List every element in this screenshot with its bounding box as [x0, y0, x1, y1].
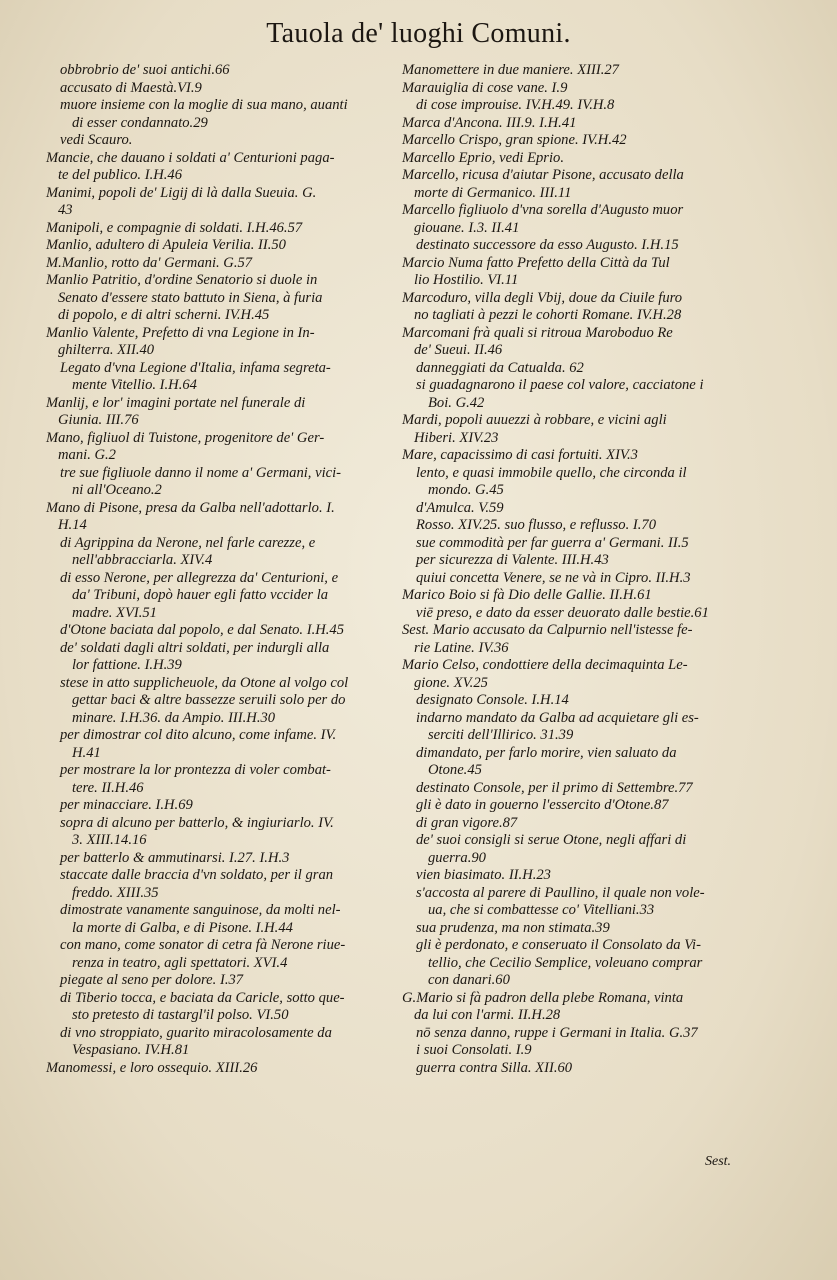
index-entry — [46, 62, 392, 80]
entry-continuation-line: madre. XVI.51 — [72, 604, 157, 621]
index-entry — [402, 552, 752, 570]
index-entry — [402, 290, 752, 325]
index-entry — [402, 570, 752, 588]
entry-line: indarno mandato da Galba ad acquietare gli es- — [416, 709, 699, 726]
entry-line: piegate al seno per dolore. I.37 — [60, 972, 244, 988]
index-entry — [402, 780, 752, 798]
entry-line: guerra contra Silla. XII.60 — [416, 1059, 573, 1076]
index-entry — [402, 360, 752, 378]
index-entry — [402, 920, 752, 938]
entry-line: de' soldati dagli altri soldati, per indurgli alla — [60, 639, 330, 656]
index-entry — [402, 132, 752, 150]
entry-line: destinato Console, per il primo di Settembre.77 — [416, 779, 693, 796]
entry-line: Marcomani frà quali si ritroua Maroboduo Re — [402, 324, 673, 341]
entry-line: di Tiberio tocca, e baciata da Caricle, sotto que- — [60, 989, 345, 1006]
index-entry — [46, 622, 392, 640]
entry-line: stese in atto supplicheuole, da Otone al volgo col — [60, 674, 349, 691]
index-entry — [402, 937, 752, 990]
index-entry — [46, 237, 392, 255]
index-entry — [402, 447, 752, 465]
index-entry — [402, 1025, 752, 1043]
index-entry — [402, 710, 752, 745]
entry-line: G.Mario si fà padron della plebe Romana, vinta — [402, 989, 684, 1006]
entry-line: di cose improuise. IV.H.49. IV.H.8 — [416, 97, 615, 113]
entry-continuation-line: 43 — [58, 202, 73, 218]
entry-line: Mare, capacissimo di casi fortuiti. XIV.3 — [402, 447, 638, 463]
index-entry — [46, 395, 392, 430]
entry-continuation-line: mani. G.2 — [58, 447, 116, 463]
index-entry — [402, 237, 752, 255]
entry-continuation-line: de' Sueui. II.46 — [414, 342, 503, 358]
entry-continuation-line: sto pretesto di tastargl'il polso. VI.50 — [72, 1007, 289, 1023]
entry-line: quiui concetta Venere, se ne và in Cipro. II.H.3 — [416, 569, 691, 586]
entry-continuation-line: mente Vitellio. I.H.64 — [72, 377, 197, 393]
entry-line: muore insieme con la moglie di sua mano, auanti — [60, 97, 348, 113]
entry-line: Marcio Numa fatto Prefetto della Città da Tul — [402, 254, 670, 271]
index-entry — [46, 1025, 392, 1060]
entry-line: si guadagnarono il paese col valore, cacciatone i — [416, 377, 704, 393]
entry-line: per batterlo & ammutinarsi. I.27. I.H.3 — [60, 849, 290, 866]
index-entry — [402, 745, 752, 780]
index-entry — [46, 972, 392, 990]
index-entry — [402, 622, 752, 657]
entry-continuation-line: la morte di Galba, e di Pisone. I.H.44 — [72, 919, 293, 936]
entry-line: Manlio Patritio, d'ordine Senatorio si duole in — [46, 272, 318, 288]
index-entry — [402, 1060, 752, 1078]
index-entry — [402, 97, 752, 115]
index-entry — [402, 255, 752, 290]
index-entry — [46, 80, 392, 98]
entry-line: Manomessi, e loro ossequio. XIII.26 — [46, 1059, 258, 1076]
entry-line: Marcello Crispo, gran spione. IV.H.42 — [402, 132, 627, 148]
entry-line: gli è perdonato, e conseruato il Consolato da Vi- — [416, 937, 701, 953]
index-entry — [46, 325, 392, 360]
entry-line: Mardi, popoli auuezzi à robbare, e vicini agli — [402, 412, 667, 428]
entry-continuation-line: tellio, che Cecilio Semplice, voleuano comprar — [428, 954, 703, 971]
entry-line: Rosso. XIV.25. suo flusso, e reflusso. I.70 — [416, 517, 656, 533]
entry-line: vedi Scauro. — [60, 132, 133, 148]
entry-line: di vno stroppiato, guarito miracolosamente da — [60, 1024, 332, 1041]
entry-continuation-line: di esser condannato.29 — [72, 114, 208, 131]
entry-line: gli è dato in gouerno l'essercito d'Otone.87 — [416, 797, 669, 813]
entry-continuation-line: rie Latine. IV.36 — [414, 639, 509, 656]
entry-line: dimostrate vanamente sanguinose, da molti nel- — [60, 902, 341, 918]
index-entry — [46, 867, 392, 902]
index-entry — [402, 885, 752, 920]
index-entry — [46, 675, 392, 728]
index-entry — [46, 535, 392, 570]
entry-line: s'accosta al parere di Paullino, il quale non vole- — [416, 884, 705, 901]
entry-continuation-line: H.41 — [72, 744, 101, 761]
index-entry — [402, 657, 752, 692]
index-entry — [402, 587, 752, 605]
entry-line: Marca d'Ancona. III.9. I.H.41 — [402, 114, 577, 131]
index-entry — [46, 255, 392, 273]
entry-line: Mano di Pisone, presa da Galba nell'adottarlo. I. — [46, 499, 335, 516]
entry-continuation-line: lio Hostilio. VI.11 — [414, 272, 519, 288]
index-column-left — [46, 62, 392, 1077]
entry-line: per minacciare. I.H.69 — [60, 797, 193, 813]
index-entry — [46, 640, 392, 675]
entry-line: Marcello figliuolo d'vna sorella d'Augusto muor — [402, 202, 684, 218]
entry-line: nō senza danno, ruppe i Germani in Italia. G.37 — [416, 1024, 698, 1041]
entry-line: per dimostrar col dito alcuno, come infame. IV. — [60, 727, 337, 743]
entry-line: di esso Nerone, per allegrezza da' Centurioni, e — [60, 569, 339, 586]
index-entry — [402, 1042, 752, 1060]
entry-continuation-line: tere. II.H.46 — [72, 779, 144, 796]
entry-line: dimandato, per farlo morire, vien saluato da — [416, 744, 677, 761]
entry-line: per sicurezza di Valente. III.H.43 — [416, 552, 609, 568]
entry-continuation-line: Hiberi. XIV.23 — [414, 429, 499, 446]
entry-line: Manlio Valente, Prefetto di vna Legione in In- — [46, 324, 315, 341]
index-entry — [402, 412, 752, 447]
entry-continuation-line: ghilterra. XII.40 — [58, 342, 155, 358]
index-entry — [402, 377, 752, 412]
index-entry — [402, 867, 752, 885]
entry-line: Manomettere in due maniere. XIII.27 — [402, 62, 619, 78]
index-entry — [46, 902, 392, 937]
entry-line: accusato di Maestà.VI.9 — [60, 79, 202, 96]
entry-continuation-line: Vespasiano. IV.H.81 — [72, 1042, 190, 1058]
entry-line: designato Console. I.H.14 — [416, 692, 569, 708]
index-entry — [46, 762, 392, 797]
index-entry — [402, 150, 752, 168]
entry-continuation-line: lor fattione. I.H.39 — [72, 657, 182, 673]
index-entry — [46, 570, 392, 623]
index-entry — [46, 132, 392, 150]
entry-line: di Agrippina da Nerone, nel farle carezze, e — [60, 534, 316, 551]
entry-line: sue commodità per far guerra a' Germani. II.5 — [416, 534, 689, 551]
entry-continuation-line: no tagliati à pezzi le cohorti Romane. IV.H.28 — [414, 307, 682, 323]
entry-line: Manipoli, e compagnie di soldati. I.H.46.57 — [46, 219, 303, 236]
entry-line: Mano, figliuol di Tuistone, progenitore de' Ger- — [46, 429, 325, 446]
index-entry — [402, 80, 752, 98]
entry-continuation-line: Boi. G.42 — [428, 394, 485, 411]
index-entry — [402, 115, 752, 133]
entry-continuation-line: freddo. XIII.35 — [72, 884, 159, 901]
entry-continuation-line: Senato d'essere stato battuto in Siena, à furia — [58, 289, 323, 306]
entry-line: Manimi, popoli de' Ligij di là dalla Sueuia. G. — [46, 184, 317, 201]
entry-line: M.Manlio, rotto da' Germani. G.57 — [46, 254, 253, 271]
entry-line: d'Amulca. V.59 — [416, 499, 504, 516]
index-entry — [402, 797, 752, 815]
entry-continuation-line: Otone.45 — [428, 762, 482, 778]
index-entry — [402, 500, 752, 518]
entry-line: de' suoi consigli si serue Otone, negli affari di — [416, 832, 687, 848]
index-entry — [402, 605, 752, 623]
index-entry — [46, 430, 392, 465]
entry-continuation-line: ni all'Oceano.2 — [72, 482, 162, 498]
index-entry — [46, 850, 392, 868]
entry-continuation-line: serciti dell'Illirico. 31.39 — [428, 727, 574, 743]
index-entry — [402, 62, 752, 80]
entry-line: Marcello, ricusa d'aiutar Pisone, accusato della — [402, 167, 684, 183]
entry-line: i suoi Consolati. I.9 — [416, 1042, 532, 1058]
entry-line: Marcoduro, villa degli Vbij, doue da Ciuile furo — [402, 289, 683, 306]
index-entry — [46, 220, 392, 238]
entry-continuation-line: 3. XIII.14.16 — [72, 832, 147, 848]
entry-line: viē preso, e dato da esser deuorato dalle bestie.61 — [416, 604, 709, 621]
index-entry — [402, 692, 752, 710]
entry-line: sua prudenza, ma non stimata.39 — [416, 919, 610, 936]
index-entry — [46, 185, 392, 220]
entry-line: danneggiati da Catualda. 62 — [416, 359, 584, 376]
entry-line: Marauiglia di cose vane. I.9 — [402, 79, 568, 96]
entry-line: Marico Boio si fà Dio delle Gallie. II.H.61 — [402, 587, 652, 603]
entry-continuation-line: da lui con l'armi. II.H.28 — [414, 1007, 561, 1023]
entry-continuation-line: guerra.90 — [428, 849, 486, 866]
entry-continuation-line: di popolo, e di altri scherni. IV.H.45 — [58, 307, 270, 323]
index-entry — [402, 990, 752, 1025]
entry-continuation-line: gione. XV.25 — [414, 674, 488, 691]
index-entry — [46, 465, 392, 500]
entry-continuation-line: te del publico. I.H.46 — [58, 167, 183, 183]
entry-line: vien biasimato. II.H.23 — [416, 867, 551, 883]
index-entry — [402, 167, 752, 202]
entry-continuation-line: da' Tribuni, dopò hauer egli fatto vccider la — [72, 587, 329, 603]
entry-line: obbrobrio de' suoi antichi.66 — [60, 62, 230, 78]
entry-continuation-line: con danari.60 — [428, 972, 510, 988]
entry-line: staccate dalle braccia d'vn soldato, per il gran — [60, 867, 334, 883]
entry-line: Mancie, che dauano i soldati a' Centurioni paga- — [46, 149, 335, 166]
entry-line: con mano, come sonator di cetra fà Nerone riue- — [60, 937, 346, 953]
index-entry — [402, 535, 752, 553]
entry-continuation-line: renza in teatro, agli spettatori. XVI.4 — [72, 954, 288, 971]
entry-line: Sest. Mario accusato da Calpurnio nell'istesse fe- — [402, 622, 693, 638]
index-entry — [46, 360, 392, 395]
catchword: Sest. — [705, 1154, 732, 1169]
entry-continuation-line: gettar baci & altre bassezze seruili solo per do — [72, 692, 346, 708]
entry-continuation-line: mondo. G.45 — [428, 482, 504, 498]
entry-continuation-line: morte di Germanico. III.11 — [414, 184, 572, 201]
entry-line: Mario Celso, condottiere della decimaquinta Le- — [402, 657, 688, 673]
entry-line: destinato successore da esso Augusto. I.H.15 — [416, 237, 679, 253]
index-entry — [46, 97, 392, 132]
index-entry — [46, 150, 392, 185]
index-entry — [402, 517, 752, 535]
entry-line: Manlio, adultero di Apuleia Verilia. II.50 — [46, 237, 286, 253]
entry-continuation-line: giouane. I.3. II.41 — [414, 219, 520, 236]
index-column-right — [402, 62, 752, 1077]
index-entry — [402, 832, 752, 867]
entry-line: Legato d'vna Legione d'Italia, infama segreta- — [60, 359, 331, 376]
entry-line: di gran vigore.87 — [416, 814, 518, 831]
page-title: Tauola de' luoghi Comuni. — [266, 18, 571, 49]
index-entry — [46, 990, 392, 1025]
entry-continuation-line: Giunia. III.76 — [58, 412, 139, 428]
entry-line: tre sue figliuole danno il nome a' Germani, vici- — [60, 464, 342, 481]
index-entry — [46, 815, 392, 850]
entry-line: d'Otone baciata dal popolo, e dal Senato. I.H.45 — [60, 622, 345, 638]
index-entry — [46, 937, 392, 972]
index-entry — [46, 1060, 392, 1078]
entry-line: sopra di alcuno per batterlo, & ingiuriarlo. IV. — [60, 814, 334, 831]
index-entry — [46, 500, 392, 535]
index-entry — [402, 202, 752, 237]
index-entry — [46, 272, 392, 325]
index-entry — [402, 465, 752, 500]
entry-continuation-line: minare. I.H.36. da Ampio. III.H.30 — [72, 709, 276, 726]
index-entry — [402, 815, 752, 833]
entry-continuation-line: nell'abbracciarla. XIV.4 — [72, 552, 213, 568]
entry-line: per mostrare la lor prontezza di voler combat- — [60, 762, 331, 778]
entry-line: lento, e quasi immobile quello, che circonda il — [416, 464, 687, 481]
entry-continuation-line: ua, che si combattesse co' Vitelliani.33 — [428, 902, 655, 918]
entry-continuation-line: H.14 — [58, 517, 87, 533]
entry-line: Manlij, e lor' imagini portate nel funerale di — [46, 394, 306, 411]
index-entry — [46, 727, 392, 762]
index-entry — [46, 797, 392, 815]
index-entry — [402, 325, 752, 360]
entry-line: Marcello Eprio, vedi Eprio. — [402, 149, 564, 166]
